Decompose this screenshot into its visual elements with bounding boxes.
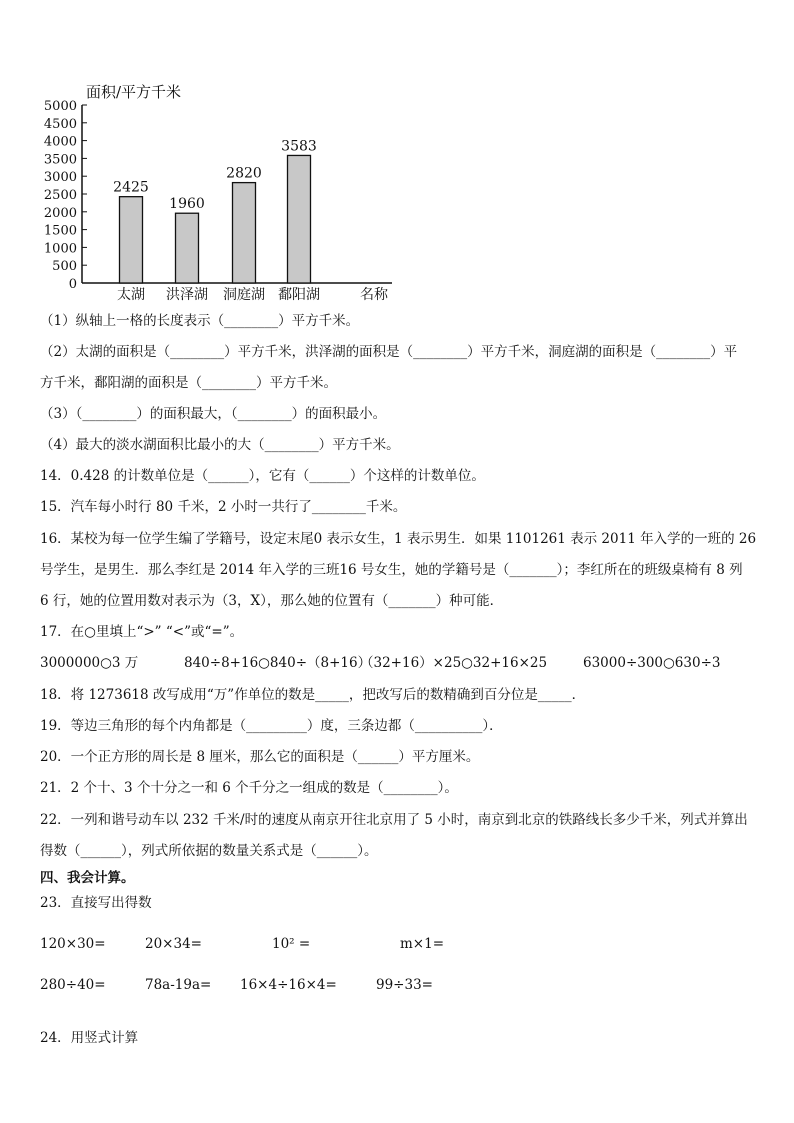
section-4-heading: 四、我会计算。 bbox=[40, 870, 135, 886]
bar-value-label: 1960 bbox=[169, 196, 205, 213]
y-tick-label: 4500 bbox=[43, 116, 77, 132]
category-label: 鄱阳湖 bbox=[278, 287, 320, 303]
x-axis-label: 名称 bbox=[360, 287, 388, 303]
bars bbox=[113, 138, 320, 303]
q23-r1-c3: 10² = bbox=[272, 936, 311, 952]
bar-value-label: 2820 bbox=[226, 165, 262, 182]
question-21: 21．2 个十、3 个十分之一和 6 个千分之一组成的数是（________）。 bbox=[40, 780, 458, 796]
q23-r1-c1: 120×30= bbox=[40, 936, 106, 952]
question-14: 14．0.428 的计数单位是（______），它有（______）个这样的计数单位。 bbox=[40, 468, 485, 484]
y-axis-label: 面积/平方千米 bbox=[86, 83, 182, 101]
question-20: 20．一个正方形的周长是 8 厘米，那么它的面积是（______）平方厘米。 bbox=[40, 749, 480, 765]
q17-item-a: 3000000○3 万 bbox=[40, 655, 139, 671]
question-23: 23．直接写出得数 bbox=[40, 895, 152, 911]
q23-r1-c4: m×1= bbox=[400, 936, 445, 952]
q23-r2-c3: 16×4÷16×4= bbox=[240, 977, 337, 993]
y-tick-label: 1500 bbox=[43, 223, 77, 239]
q13-part4: （4）最大的淡水湖面积比最小的大（________）平方千米。 bbox=[40, 437, 400, 453]
y-tick-label: 2000 bbox=[43, 205, 77, 221]
question-18: 18．将 1273618 改写成用“万”作单位的数是_____，把改写后的数精确到百分位是_____． bbox=[40, 687, 586, 703]
question-17: 17．在○里填上“>” “<”或“=”。 bbox=[40, 624, 244, 640]
y-tick-label: 1000 bbox=[43, 241, 77, 257]
bar bbox=[176, 213, 199, 283]
q23-r2-c4: 99÷33= bbox=[376, 977, 433, 993]
q17-item-b: 840÷8+16○840÷（8+16） bbox=[184, 655, 372, 671]
q13-part1: （1）纵轴上一格的长度表示（________）平方千米。 bbox=[40, 313, 360, 329]
q23-r1-c2: 20×34= bbox=[145, 936, 202, 952]
question-16-line1: 16．某校为每一位学生编了学籍号，设定末尾0 表示女生，1 表示男生．如果 1101261 表示 2011 年入学的一班的 26 bbox=[40, 531, 757, 547]
bar bbox=[120, 197, 143, 283]
q13-part2-line2: 方千米，鄱阳湖的面积是（________）平方千米。 bbox=[40, 375, 337, 391]
question-16-line2: 号学生，是男生．那么李红是 2014 年入学的三班16 号女生，她的学籍号是（_______）；李红所在的班级桌椅有 8 列 bbox=[40, 562, 743, 578]
q13-part3: （3）（________）的面积最大，（________）的面积最小。 bbox=[40, 406, 387, 422]
category-label: 洪泽湖 bbox=[166, 287, 208, 303]
q17-item-d: 63000÷300○630÷3 bbox=[583, 655, 721, 671]
question-19: 19．等边三角形的每个内角都是（_________）度，三条边都（__________）． bbox=[40, 718, 503, 734]
question-22-line1: 22．一列和谐号动车以 232 千米/时的速度从南京开往北京用了 5 小时，南京到北京的铁路线长多少千米，列式并算出 bbox=[40, 812, 748, 828]
y-tick-label: 4000 bbox=[43, 134, 77, 150]
y-tick-label: 5000 bbox=[43, 99, 77, 114]
y-tick-label: 3000 bbox=[43, 170, 77, 186]
y-tick-label: 500 bbox=[52, 259, 77, 275]
question-22-line2: 得数（______），列式所依据的数量关系式是（______）。 bbox=[40, 843, 378, 859]
q17-item-c: （32+16）×25○32+16×25 bbox=[360, 655, 548, 671]
bar bbox=[288, 155, 311, 283]
question-16-line3: 6 行，她的位置用数对表示为（3，X），那么她的位置有（_______）种可能． bbox=[40, 593, 504, 609]
y-tick-label: 2500 bbox=[43, 188, 77, 203]
y-tick-label: 0 bbox=[68, 277, 77, 292]
bar bbox=[233, 183, 256, 283]
category-label: 太湖 bbox=[117, 287, 145, 303]
y-ticks bbox=[44, 99, 87, 292]
category-label: 洞庭湖 bbox=[223, 287, 265, 303]
q13-part2-line1: （2）太湖的面积是（________）平方千米，洪泽湖的面积是（________）平方千米，洞庭湖的面积是（________）平 bbox=[40, 344, 738, 360]
lake-area-bar-chart bbox=[40, 78, 400, 308]
bar-value-label: 2425 bbox=[113, 179, 149, 196]
bar-value-label: 3583 bbox=[281, 138, 317, 155]
question-24: 24．用竖式计算 bbox=[40, 1030, 139, 1046]
question-15: 15．汽车每小时行 80 千米，2 小时一共行了________千米。 bbox=[40, 499, 407, 515]
q23-r2-c2: 78a-19a= bbox=[145, 977, 212, 993]
q23-r2-c1: 280÷40= bbox=[40, 977, 106, 993]
y-tick-label: 3500 bbox=[43, 152, 77, 168]
